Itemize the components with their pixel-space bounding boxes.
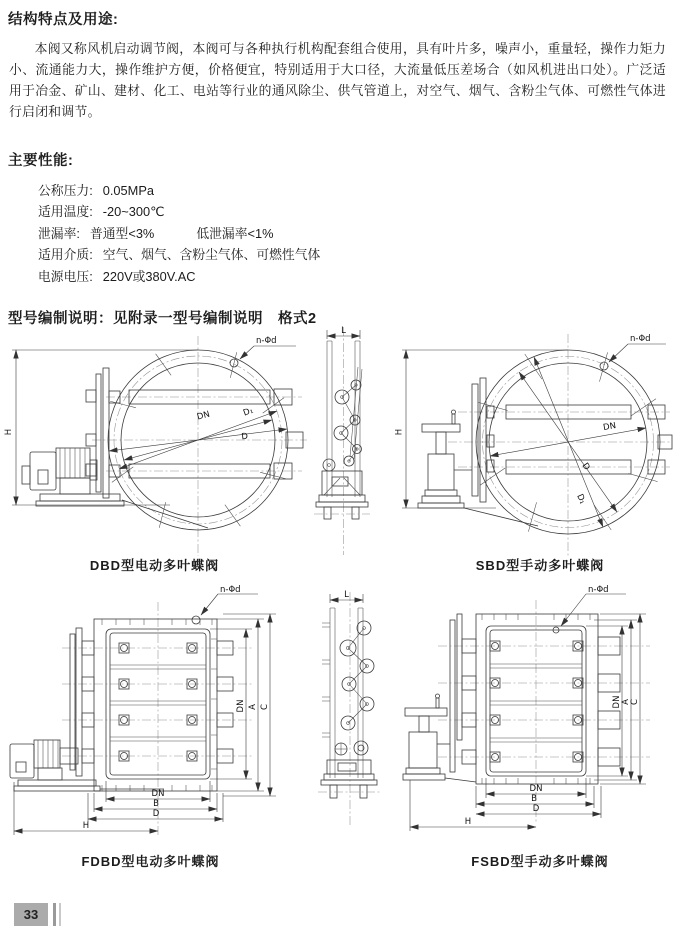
spec-label: 电源电压: (38, 268, 93, 284)
spec-row-media (38, 244, 675, 265)
spec-value: 0.05MPa (102, 183, 154, 198)
dim-label-d: D (152, 809, 160, 819)
spec-value: 空气、烟气、含粉尘气体、可燃性气体 (102, 247, 321, 263)
dim-label-h: H (394, 428, 405, 436)
side-lugs (70, 628, 233, 776)
spec-value: 220V或380V.AC (102, 268, 196, 284)
dbd-caption: DBD型电动多叶蝶阀 (89, 558, 220, 573)
base-mechanism (318, 741, 380, 798)
spec-label: 适用介质: (38, 247, 93, 263)
fsbd-diagram (398, 584, 672, 848)
dim-label-l: L (341, 326, 346, 336)
dim-label-dn-v: DN (612, 695, 622, 709)
dim-label-c: C (260, 704, 270, 710)
blade-bolts (490, 641, 583, 762)
side-view-top-diagram (312, 325, 400, 562)
centerlines (448, 334, 670, 556)
model-note: 型号编制说明：见附录一型号编制说明 格式2 (8, 311, 317, 328)
dim-label-c: C (630, 699, 640, 705)
dimensions-bottom (410, 778, 601, 831)
handwheel-actuator (418, 378, 538, 526)
fsbd-caption: FSBD型手动多叶蝶阀 (471, 854, 609, 869)
dim-label-b: B (153, 799, 159, 809)
fdbd-diagram (2, 584, 310, 848)
page-number-divider (53, 903, 61, 926)
spec-value: 普通型<3% (89, 225, 155, 241)
dim-label-dn-h: DN (529, 784, 543, 794)
bolt-note-label: n-Φd (256, 336, 277, 346)
valve-frame (476, 614, 598, 784)
bolt-note-label: n-Φd (588, 585, 609, 595)
base-mechanism (314, 471, 370, 519)
spec-label: 公称压力: (38, 183, 93, 198)
motor-actuator (10, 740, 164, 791)
spec-value-secondary: 低泄漏率<1% (196, 225, 274, 241)
bolt-note-label: n-Φd (220, 585, 241, 595)
dim-label-a: A (248, 704, 258, 710)
dim-label-dn: DN (195, 409, 212, 423)
spec-label: 适用温度: (38, 204, 93, 220)
bolt-callout (192, 594, 258, 624)
linkage (340, 621, 374, 730)
dim-label-h: H (82, 821, 90, 831)
spec-row-voltage (38, 266, 675, 287)
bolt-note-label: n-Φd (630, 334, 651, 344)
spec-value: -20~300℃ (102, 204, 165, 220)
sbd-diagram (394, 328, 672, 562)
dim-label-d: D (532, 804, 540, 814)
spec-row-leakage (38, 223, 675, 244)
spec-label: 泄漏率: (38, 225, 80, 241)
features-heading: 结构特点及用途: (8, 12, 119, 28)
linkage (323, 367, 362, 471)
performance-heading: 主要性能: (8, 153, 74, 169)
side-lugs (450, 614, 620, 772)
dim-label-d1: D₁ (241, 405, 255, 419)
fdbd-caption: FDBD型电动多叶蝶阀 (81, 854, 220, 869)
side-lugs (109, 389, 303, 479)
dbd-diagram (2, 328, 310, 562)
motor-actuator (22, 368, 208, 528)
bolt-callout (230, 346, 296, 367)
bolt-callout (553, 594, 626, 633)
spec-row-pressure (38, 180, 675, 201)
dim-label-l: L (344, 590, 349, 600)
features-paragraph: 本阀又称风机启动调节阀，本阀可与各种执行机构配套组合使用，具有叶片多，噪声小，重量轻，操作力矩力小、流通能力大，操作维护方便，价格便宜，特别适用于大口径，大流量低压差场合（如风机进出口处）。广泛适用于冶金、矿山、建材、化工、电站等行业的通风除尘、供气管道上，对空气、烟气、含粉尘气体、可燃性气体进行启闭和调节。 (9, 41, 666, 119)
dim-label-d: D (579, 461, 592, 473)
handwheel-actuator (403, 694, 476, 782)
dim-label-d1: D₁ (574, 492, 588, 506)
dim-label-h: H (464, 817, 472, 827)
bolt-callout (600, 344, 666, 370)
diagram-area (0, 322, 675, 937)
dim-label-h: H (4, 428, 14, 436)
dim-label-a: A (621, 699, 631, 705)
side-view-bottom-diagram (318, 588, 406, 838)
dim-label-dn-h: DN (151, 789, 165, 799)
dimension-h (402, 350, 568, 508)
blades (506, 405, 631, 474)
dim-label-b: B (531, 794, 537, 804)
sbd-caption: SBD型手动多叶蝶阀 (475, 558, 605, 573)
dim-label-d: D (240, 431, 249, 443)
dimension-h (12, 350, 198, 505)
spec-row-temperature (38, 201, 675, 222)
spec-list (38, 180, 675, 287)
page-number-badge: 33 (14, 903, 48, 926)
dim-label-dn-v: DN (236, 699, 246, 713)
dim-label-dn: DN (602, 420, 617, 434)
